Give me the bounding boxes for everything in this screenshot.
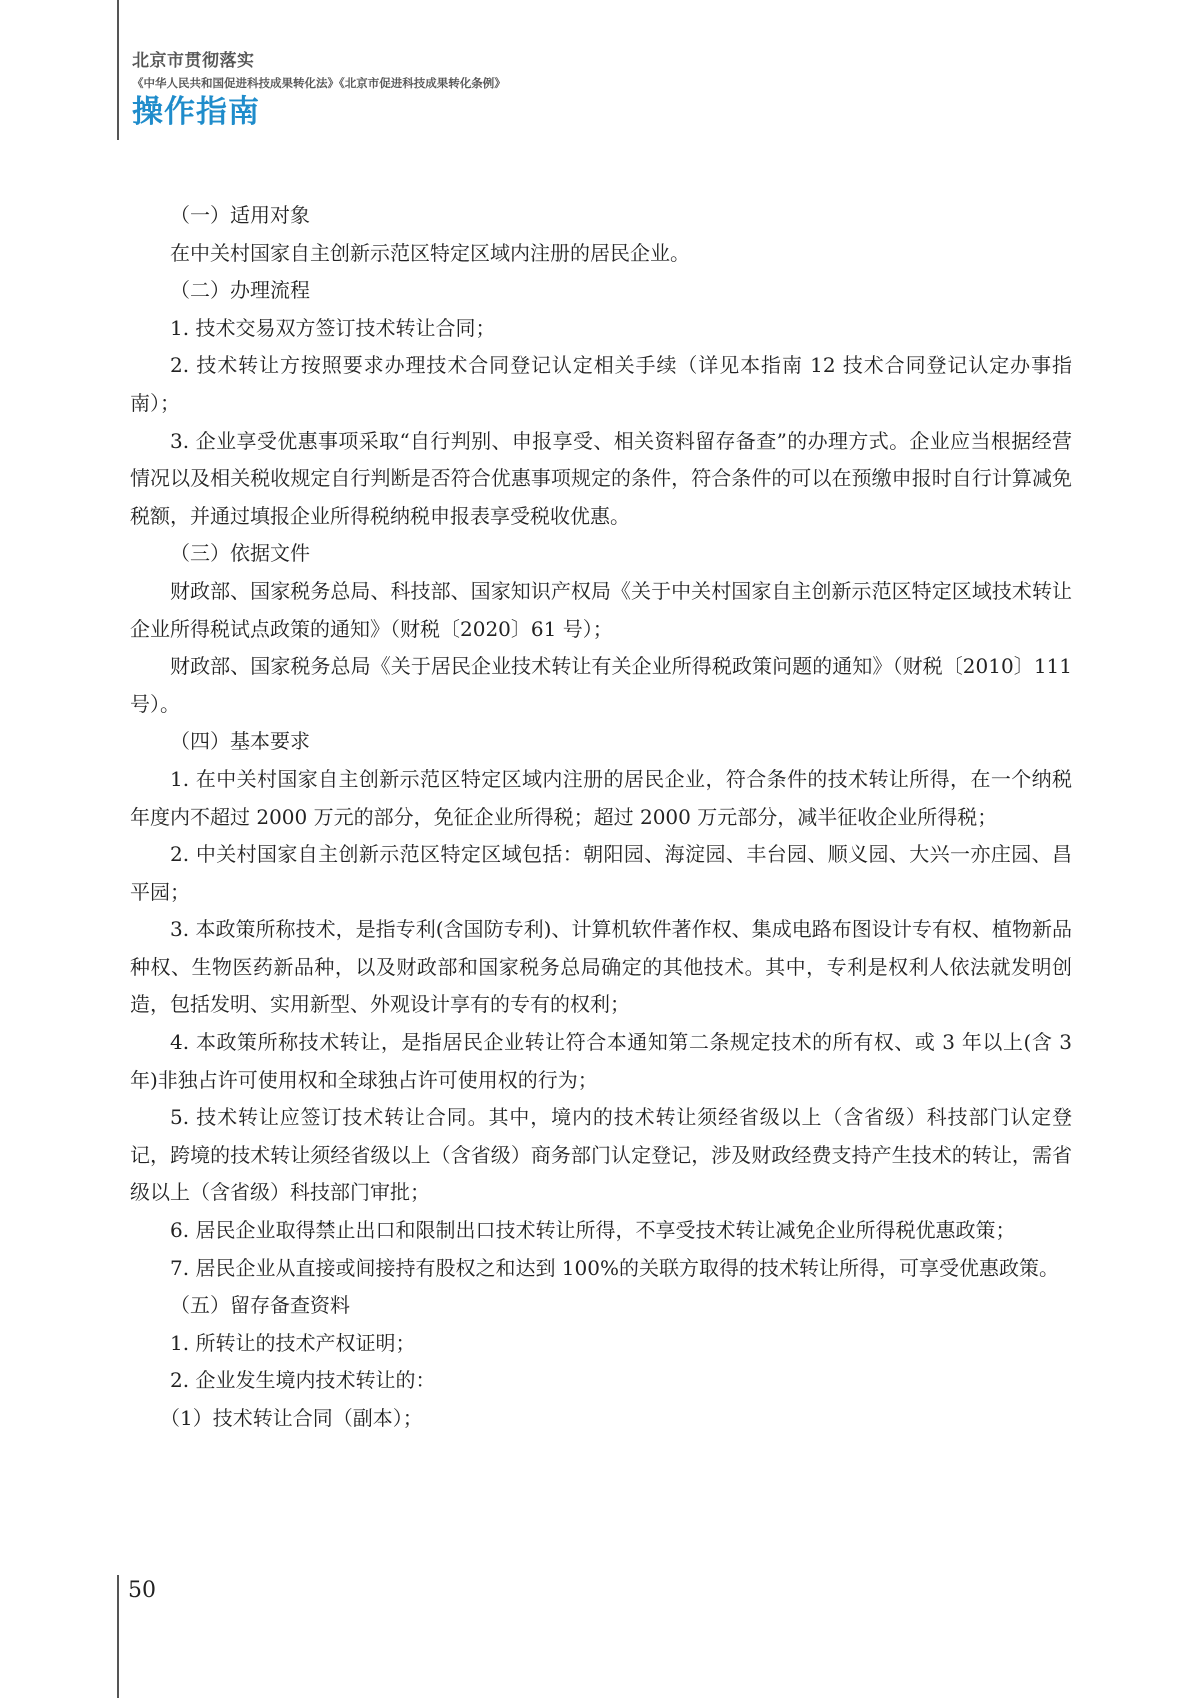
paragraph: 财政部、国家税务总局、科技部、国家知识产权局《关于中关村国家自主创新示范区特定区域技术转让企业所得税试点政策的通知》（财税〔2020〕61 号）； [130,578,1072,641]
list-item: 5. 技术转让应签订技术转让合同。其中，境内的技术转让须经省级以上（含省级）科技部门认定登记，跨境的技术转让须经省级以上（含省级）商务部门认定登记，涉及财政经费支持产生技术的转让，需省级以上（含省级）科技部门审批； [130,1105,1072,1205]
header-line-1: 北京市贯彻落实 [132,51,255,71]
running-header [132,50,506,132]
section-heading: （三）依据文件 [170,541,310,566]
sub-list-item: （1）技术转让合同（副本）； [160,1406,423,1430]
body-text [130,197,1072,1438]
left-rule-top [117,0,119,140]
list-item: 3. 本政策所称技术，是指专利(含国防专利)、计算机软件著作权、集成电路布图设计专有权、植物新品种权、生物医药新品种，以及财政部和国家税务总局确定的其他技术。其中，专利是权利人依法就发明创造，包括发明、实用新型、外观设计享有的专有的权利； [130,917,1072,1017]
section-heading: （一）适用对象 [170,203,310,227]
list-item: 1. 所转让的技术产权证明； [170,1330,416,1355]
list-item: 4. 本政策所称技术转让，是指居民企业转让符合本通知第二条规定技术的所有权、或 3 年以上(含 3 年)非独占许可使用权和全球独占许可使用权的行为； [130,1030,1072,1092]
section-heading: （四）基本要求 [170,729,310,754]
paragraph: 在中关村国家自主创新示范区特定区域内注册的居民企业。 [170,240,690,265]
header-title: 操作指南 [132,94,260,130]
list-item: 7. 居民企业从直接或间接持有股权之和达到 100%的关联方取得的技术转让所得，可享受优惠政策。 [170,1255,1059,1280]
list-item: 6. 居民企业取得禁止出口和限制出口技术转让所得，不享受技术转让减免企业所得税优惠政策； [170,1218,1016,1243]
header-line-2: 《中华人民共和国促进科技成果转化法》《北京市促进科技成果转化条例》 [132,76,506,90]
list-item: 2. 中关村国家自主创新示范区特定区域包括：朝阳园、海淀园、丰台园、顺义园、大兴一亦庄园、昌平园； [130,842,1072,904]
list-item: 3. 企业享受优惠事项采取“自行判别、申报享受、相关资料留存备查”的办理方式。企业应当根据经营情况以及相关税收规定自行判断是否符合优惠事项规定的条件，符合条件的可以在预缴申报时自行计算减免税额，并通过填报企业所得税纳税申报表享受税收优惠。 [130,428,1072,528]
section-heading: （二）办理流程 [170,278,310,303]
list-item: 1. 技术交易双方签订技术转让合同； [170,315,496,340]
list-item: 2. 技术转让方按照要求办理技术合同登记认定相关手续（详见本指南 12 技术合同登记认定办事指南）； [130,353,1072,415]
section-heading: （五）留存备查资料 [170,1293,350,1318]
page-number: 50 [128,1578,156,1603]
paragraph: 财政部、国家税务总局《关于居民企业技术转让有关企业所得税政策问题的通知》（财税〔2010〕111 号）。 [130,654,1072,716]
left-rule-bottom [117,1575,119,1698]
list-item: 2. 企业发生境内技术转让的： [170,1368,436,1393]
list-item: 1. 在中关村国家自主创新示范区特定区域内注册的居民企业，符合条件的技术转让所得，在一个纳税年度内不超过 2000 万元的部分，免征企业所得税；超过 2000 万元部分，减半征收企业所得税； [130,766,1072,829]
